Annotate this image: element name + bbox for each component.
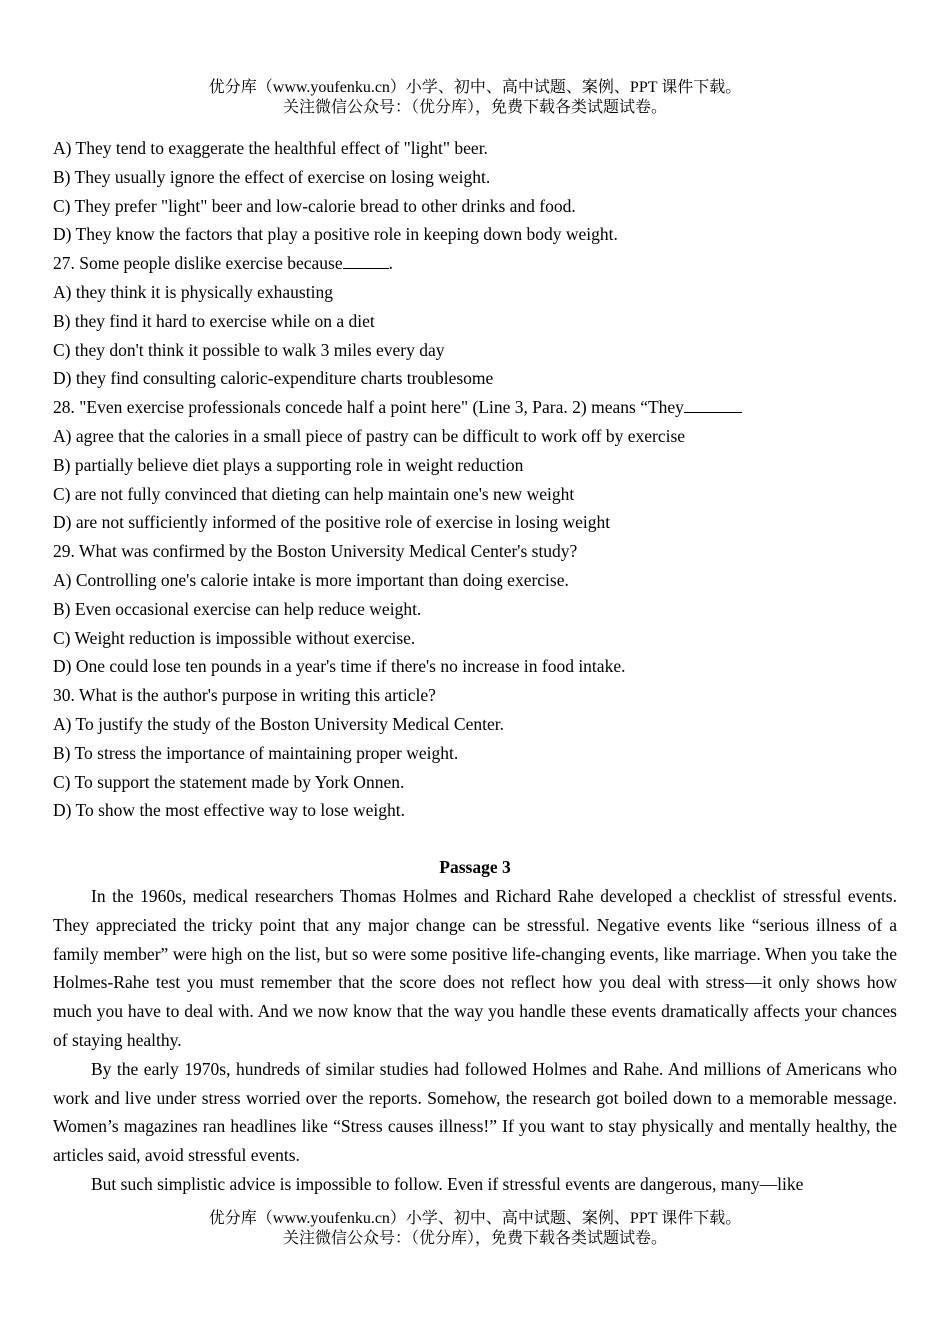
header-line-1: 优分库（www.youfenku.cn）小学、初中、高中试题、案例、PPT 课件下载。	[208, 79, 742, 96]
passage-paragraph-2: By the early 1970s, hundreds of similar studies had followed Holmes and Rahe. And millions of Americans who work and live under stress worried over the reports. Somehow, the research got boiled down to a memorable message. Women’s magazines ran headlines like “Stress causes illness!” If you want to stay physically and mentally healthy, the articles said, avoid stressful events.	[53, 1058, 897, 1166]
answer-blank	[684, 394, 742, 413]
q26-option-d: D) They know the factors that play a positive role in keeping down body weight.	[53, 224, 618, 245]
q28-option-a: A) agree that the calories in a small piece of pastry can be difficult to work off by exercise	[53, 425, 686, 446]
page-footer	[0, 1209, 950, 1249]
q28-option-c: C) are not fully convinced that dieting can help maintain one's new weight	[53, 483, 575, 504]
section-spacer	[53, 825, 897, 853]
q27-option-d: D) they find consulting caloric-expenditure charts troublesome	[53, 368, 494, 389]
q28-option-b: B) partially believe diet plays a supporting role in weight reduction	[53, 454, 524, 475]
passage-3	[53, 853, 897, 1199]
page-header	[0, 78, 950, 118]
q27-stem-end: .	[388, 253, 393, 274]
q29-stem: 29. What was confirmed by the Boston University Medical Center's study?	[53, 541, 578, 562]
q29-option-a: A) Controlling one's calorie intake is more important than doing exercise.	[53, 569, 569, 590]
q26-option-a: A) They tend to exaggerate the healthful effect of "light" beer.	[53, 138, 488, 158]
q29-option-b: B) Even occasional exercise can help reduce weight.	[53, 598, 422, 619]
q27-option-c: C) they don't think it possible to walk 3 miles every day	[53, 339, 445, 360]
q30-option-d: D) To show the most effective way to lose weight.	[53, 800, 405, 821]
q26-option-c: C) They prefer "light" beer and low-calorie bread to other drinks and food.	[53, 195, 576, 216]
question-27	[53, 249, 897, 393]
passage-paragraph-3: But such simplistic advice is impossible to follow. Even if stressful events are dangerous, many—like	[91, 1173, 804, 1194]
q29-option-c: C) Weight reduction is impossible without exercise.	[53, 627, 416, 648]
q27-stem	[53, 249, 897, 278]
q28-stem-text: 28. "Even exercise professionals concede half a point here" (Line 3, Para. 2) means “They	[53, 397, 684, 418]
q26-option-b: B) They usually ignore the effect of exercise on losing weight.	[53, 166, 491, 187]
question-30	[53, 681, 897, 825]
q27-stem-text: 27. Some people dislike exercise because	[53, 253, 343, 274]
q30-option-c: C) To support the statement made by York Onnen.	[53, 771, 405, 792]
q27-option-b: B) they find it hard to exercise while on a diet	[53, 310, 375, 331]
q29-option-d: D) One could lose ten pounds in a year's time if there's no increase in food intake.	[53, 656, 626, 677]
page-content	[53, 134, 897, 1199]
question-28	[53, 393, 897, 537]
question-29	[53, 537, 897, 681]
q27-option-a: A) they think it is physically exhausting	[53, 281, 333, 302]
footer-line-1: 优分库（www.youfenku.cn）小学、初中、高中试题、案例、PPT 课件下载。	[208, 1210, 742, 1227]
footer-line-2: 关注微信公众号：（优分库），免费下载各类试题试卷。	[282, 1230, 667, 1247]
q30-option-a: A) To justify the study of the Boston University Medical Center.	[53, 713, 504, 734]
passage-paragraph-1: In the 1960s, medical researchers Thomas Holmes and Richard Rahe developed a checklist of stressful events. They appreciated the tricky point that any major change can be stressful. Negative events like “serious illness of a family member” were high on the list, but so were some positive life-changing events, like marriage. When you take the Holmes-Rahe test you must remember that the score does not reflect how you deal with stress—it only shows how much you have to deal with. And we now know that the way you handle these events dramatically affects your chances of staying healthy.	[53, 885, 897, 1050]
q30-stem: 30. What is the author's purpose in writing this article?	[53, 685, 436, 706]
q28-option-d: D) are not sufficiently informed of the positive role of exercise in losing weight	[53, 512, 611, 533]
header-line-2: 关注微信公众号：（优分库），免费下载各类试题试卷。	[282, 99, 667, 116]
passage-title: Passage 3	[439, 857, 511, 878]
question-26-options	[53, 134, 897, 249]
q28-stem	[53, 393, 897, 422]
answer-blank	[343, 250, 389, 269]
q30-option-b: B) To stress the importance of maintaining proper weight.	[53, 742, 459, 763]
